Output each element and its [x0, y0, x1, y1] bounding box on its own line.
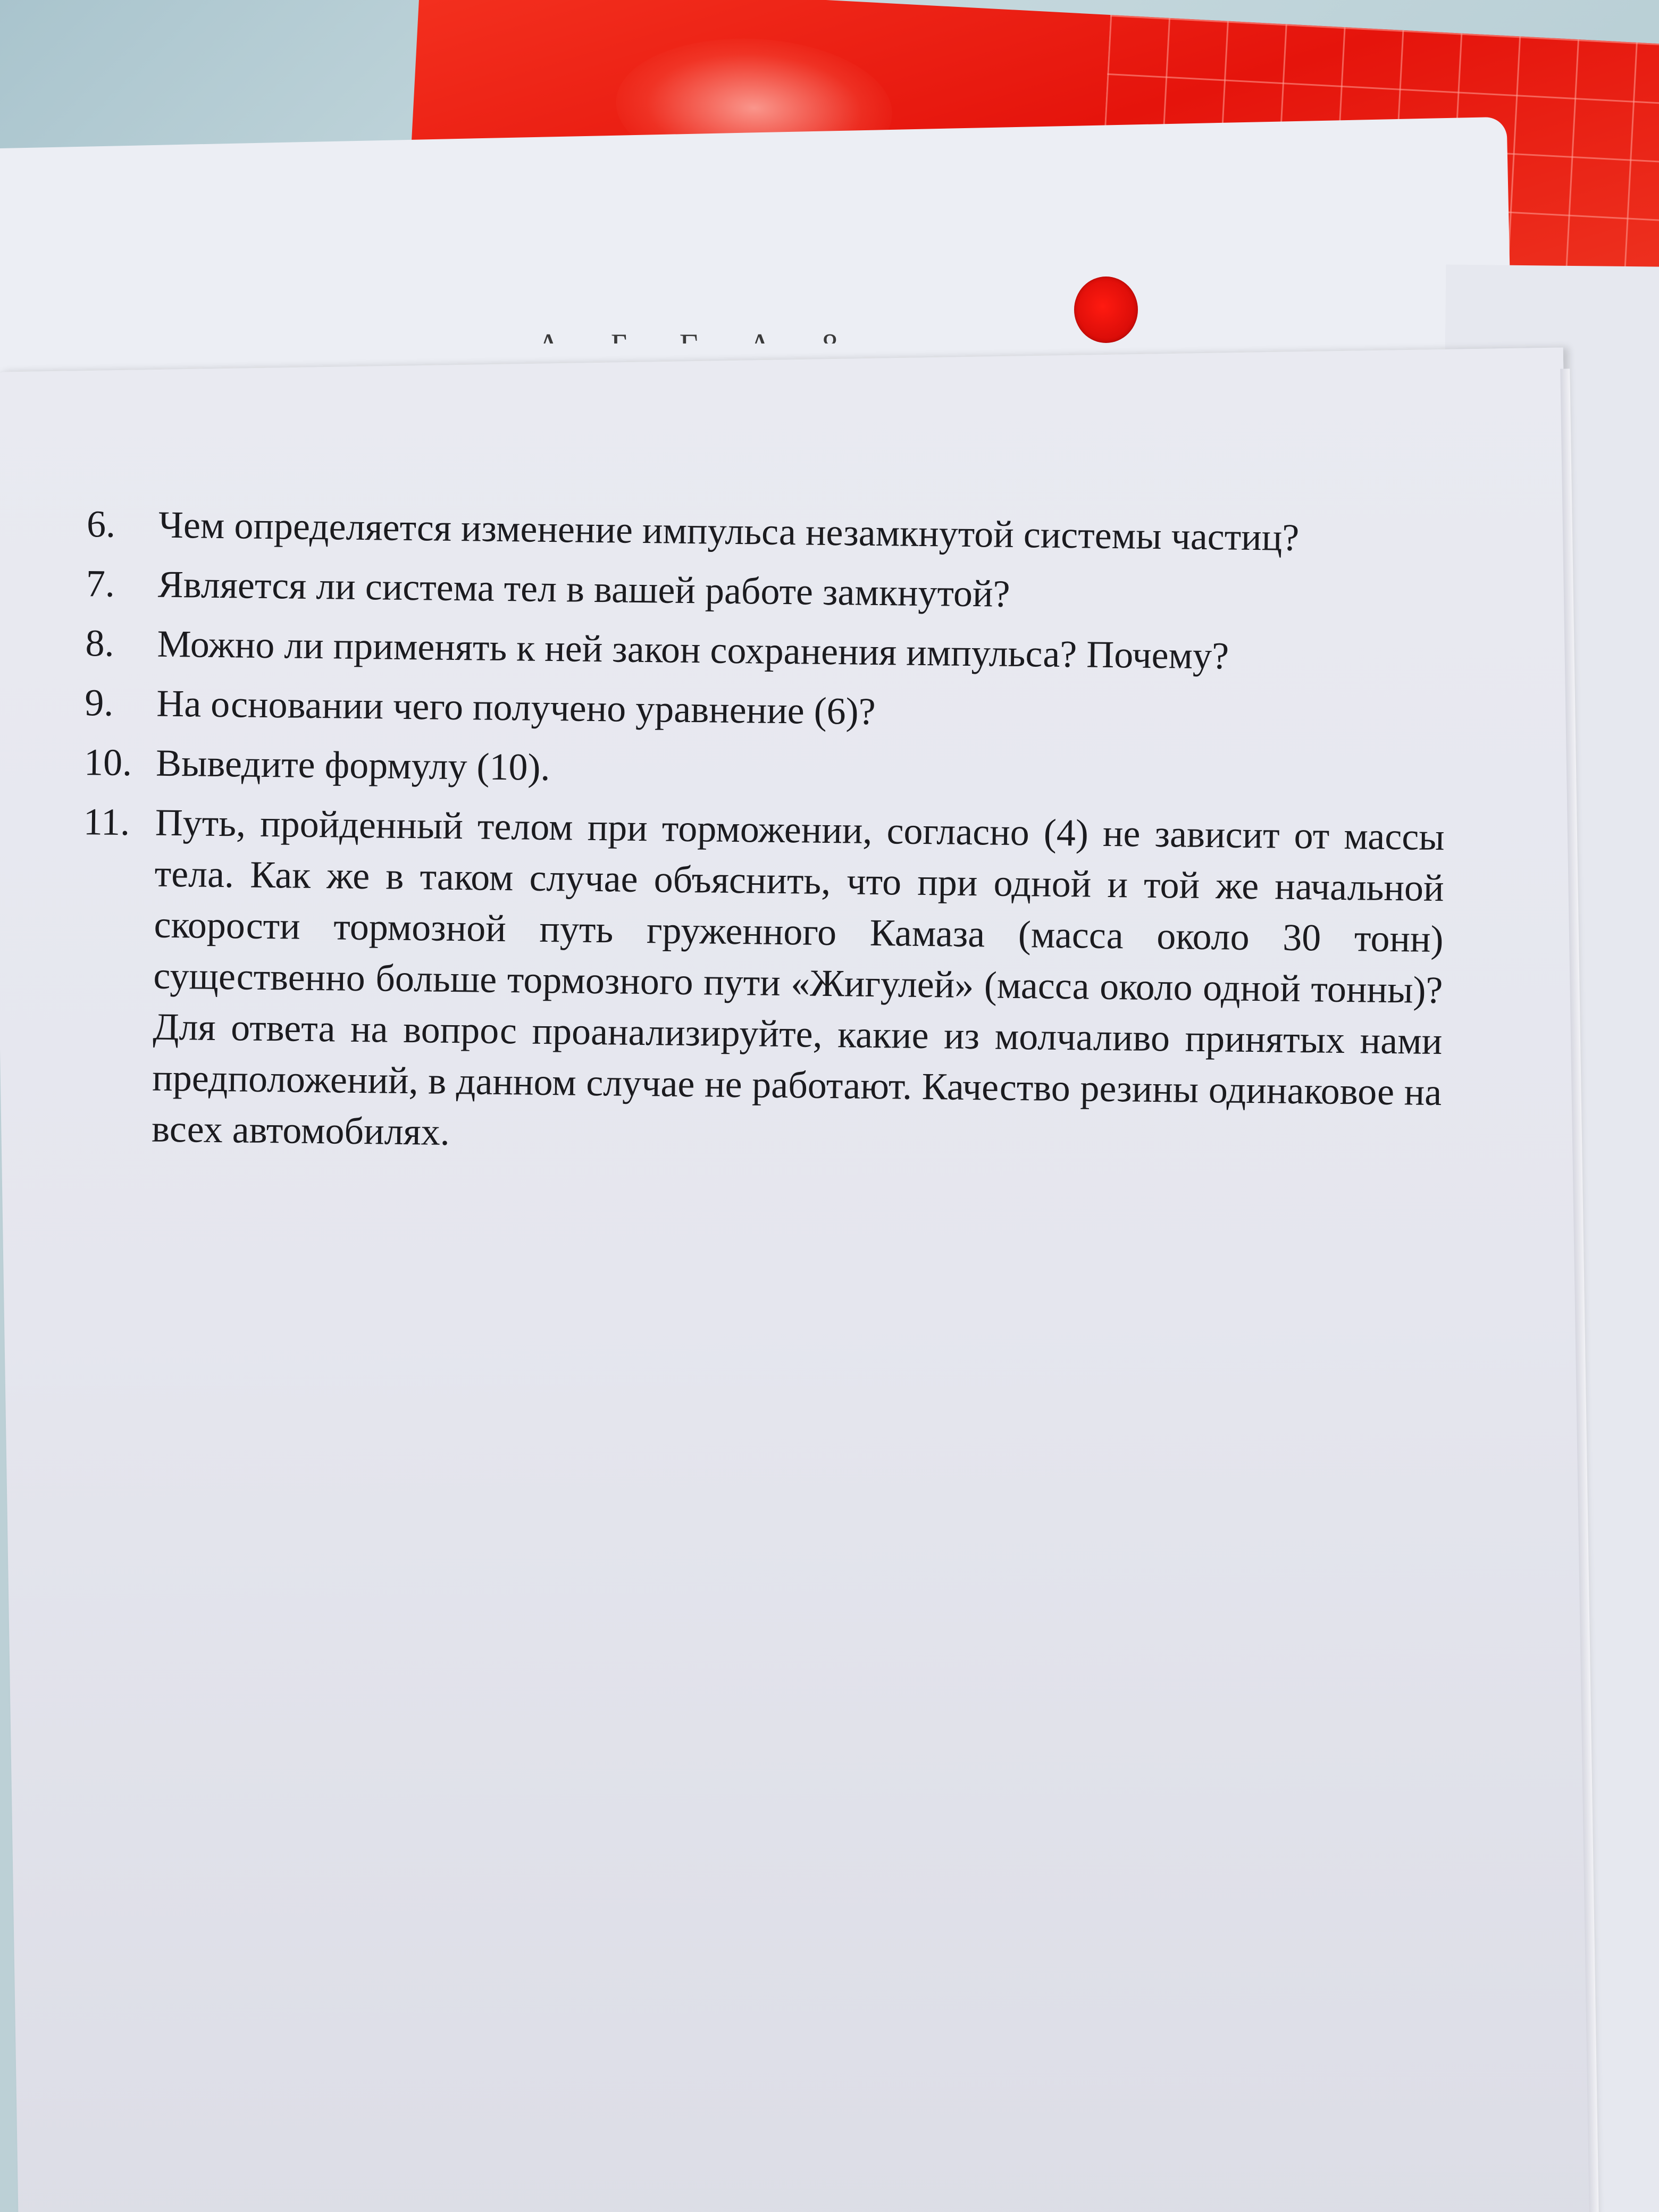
question-number: 6. [86, 502, 116, 546]
question-number: 9. [84, 681, 114, 724]
question-text: Можно ли применять к ней закон сохранения импульса? Почему? [157, 622, 1229, 677]
question-item-9 [85, 677, 1446, 743]
question-item-7 [86, 558, 1447, 624]
document-page [0, 348, 1593, 2212]
question-number: 10. [83, 741, 132, 784]
question-text: Является ли система тел в вашей работе замкнутой? [157, 563, 1010, 615]
question-text: Путь, пройденный телом при торможении, согласно (4) не зависит от массы тела. Как же в таком случае объяснить, что при одной и той же начальной скорости тормозной путь груженного Камаза (масса около 30 тонн) существенно больше тормозного пути «Жигулей» (масса около одной тонны)? Для ответа на вопрос проанализируйте, какие из молчаливо принятых нами предположений, в данном случае не работают. Качество резины одинаковое на всех автомобилях. [151, 801, 1445, 1153]
question-item-11 [80, 796, 1445, 1169]
question-list [80, 498, 1448, 1177]
question-text: На основании чего получено уравнение (6)? [156, 682, 876, 733]
question-number: 7. [86, 562, 115, 605]
punch-hole [1074, 276, 1138, 343]
question-text: Выведите формулу (10). [155, 741, 550, 789]
question-text: Чем определяется изменение импульса незамкнутой системы частиц? [158, 503, 1300, 559]
question-item-10 [84, 736, 1446, 803]
question-number: 11. [83, 800, 130, 844]
question-number: 8. [85, 622, 115, 665]
question-item-6 [87, 498, 1448, 565]
question-item-8 [85, 617, 1447, 684]
